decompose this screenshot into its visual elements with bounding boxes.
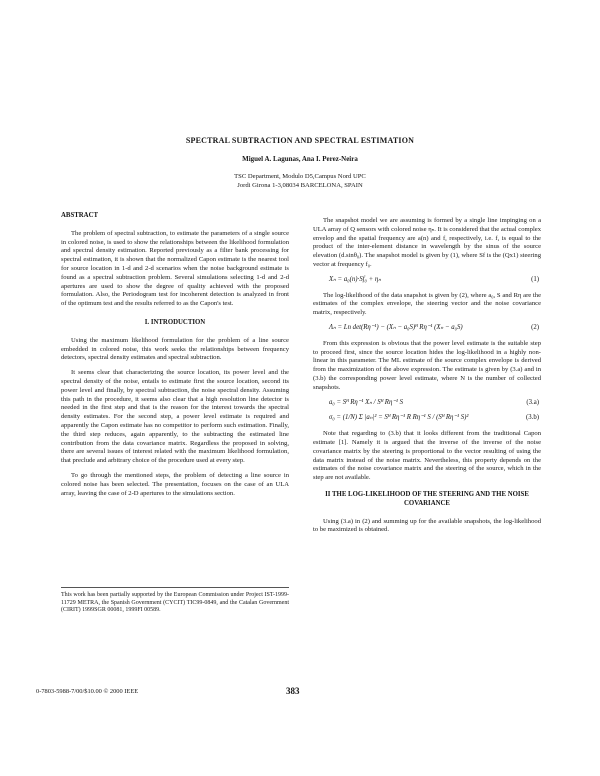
intro-paragraph: To go through the mentioned steps, the problem of detecting a line source in colored noise has been selected. The presentation, focuses on the case of an ULA array, leaving the case of 2-D apertures to the simulations section.: [61, 471, 289, 497]
abstract-text: The problem of spectral subtraction, to estimate the parameters of a single source in colored noise, is used to show the relationships between the likelihood formulation and spectral density estimation. Reported previously as a filter bank processing for spectral estimation, it is shown that the normalized Capon estimate is the nearest tool for source location in 1-d and 2-d scenarios when the noise background estimate is found as a spectral subtraction problem. Several simulations selecting 1-d and 2-d apertures are used to show the degree of quality achieved with the proposed formulation. Also, the Periodogram test for incoherent detection is analyzed in front of the optimum test and the results referred to as the Capon's test.: [61, 229, 289, 308]
abstract-heading: ABSTRACT: [61, 212, 99, 219]
intro-heading: I. INTRODUCTION: [144, 318, 206, 326]
equation-3a: [313, 399, 541, 408]
intro-paragraph: It seems clear that characterizing the source location, its power level and the spectral density of the noise, entails to estimate first the source location, second its power level and finally, by spectral subtraction, the noise spectral density. Assuming this path in the procedure, it seems also clear that a high resolution line detector is needed in the first step and that is the reason for the interest towards the spectral density estimates. For the second step, a power level estimate is required and apparently the Capon estimate has no competitor to perform such estimation. Finally, the third step reduces, again apparently, to the subtracting the estimated line contribution from the data covariance matrix. Regardless the proposed in solving, there are several issues of interest related with the maximum likelihood formulation, that preclude and arbitrary choice of the procedure used at every step.: [61, 369, 289, 465]
equation-expression: a₀ = Sᴴ Rη⁻¹ Xₙ / Sᴴ Rη⁻¹ S: [329, 398, 404, 406]
body-paragraph: The snapshot model we are assuming is formed by a single line impinging on a ULA array of Q sensors with colored noise ηₙ. It is considered that the actual complex envelop and the spatial frequency are a(n) and f, respectively, i.e. f, is equal to the product of the inter-element distance in wavelength by the sinus of the source elevation (d.sinθ₀). The snapshot model is given by (1), where Sf is the (Qx1) steering vector at frequency f₀.: [313, 217, 541, 268]
equation-number: (1): [531, 275, 539, 283]
intro-paragraph: Using the maximum likelihood formulation for the problem of a line source embedded in colored noise, this work seeks the relationships between frequency detectors, spectral density estimates and spectral subtraction.: [61, 336, 289, 362]
equation-2: [313, 324, 541, 333]
body-paragraph: Using (3.a) in (2) and summing up for the available snapshots, the log-likelihood to be maximized is obtained.: [313, 517, 541, 534]
equation-number: (3.b): [525, 414, 539, 422]
equation-number: (2): [531, 323, 539, 331]
body-paragraph: Note that regarding to (3.b) that it looks different from the traditional Capon estimate [1]. Namely it is argued that the inverse of the inverse of the noise covariance matrix by the steering is proportional to the vector resulting of using the data matrix instead of the noise matrix. Nevertheless, this property depends on the estimates of the noise covariance matrix and the steering of the source, which in the step are not available.: [313, 430, 541, 482]
equation-expression: Xₙ = a₀(n)·Sf₀ + ηₙ: [329, 275, 381, 283]
section-2-heading: II THE LOG-LIKELIHOOD OF THE STEERING AND THE NOISE COVARIANCE: [325, 490, 529, 507]
affiliation-line: Jordi Girona 1-3,08034 BARCELONA, SPAIN: [237, 182, 363, 189]
equation-3b: [313, 414, 541, 423]
copyright-line: 0-7803-5988-7/00/$10.00 © 2000 IEEE: [36, 688, 139, 695]
footnote: This work has been partially supported by the European Commission under Project IST-1999-11729 METRA, the Spanish Government (CYCIT) TIC99-0849, and the Catalan Government (CIRIT) 1999SGR 00081, 1999FI 00589.: [61, 587, 289, 615]
right-column: [313, 217, 541, 541]
body-paragraph: The log-likelihood of the data snapshot is given by (2), where a₀, S and Rη are the estimates of the complex envelope, the steering vector and the noise covariance matrix, respectively.: [313, 291, 541, 317]
equation-number: (3.a): [526, 398, 539, 406]
equation-expression: σ₀ = (1/N) Σ |aₙ|² = Sᴴ Rη⁻¹ R Rη⁻¹ S / (Sᴴ Rη⁻¹ S)²: [329, 414, 469, 422]
page-number: 383: [286, 686, 300, 696]
paper-authors: Miguel A. Lagunas, Ana I. Perez-Neira: [242, 155, 358, 163]
affiliation-line: TSC Department, Modulo D5,Campus Nord UPC: [234, 173, 366, 180]
left-column: [61, 212, 289, 504]
body-paragraph: From this expression is obvious that the power level estimate is the suitable step to proceed first, since the source location hides the log-likelihood in a highly non-linear in this parameter. The ML estimate of the source complex envelope is derived from the maximization of the above expression. The estimate is given by (3.a) and in (3.b) the corresponding power level estimate, where N is the number of collected snapshots.: [313, 339, 541, 391]
affiliation: [0, 172, 600, 190]
equation-expression: Λₙ = Ln det(Rη⁻¹) − (Xₙ − a₀S)ᴴ Rη⁻¹ (Xₙ − a₀S): [329, 323, 463, 331]
equation-1: [313, 276, 541, 285]
paper-title: SPECTRAL SUBTRACTION AND SPECTRAL ESTIMATION: [185, 136, 415, 145]
